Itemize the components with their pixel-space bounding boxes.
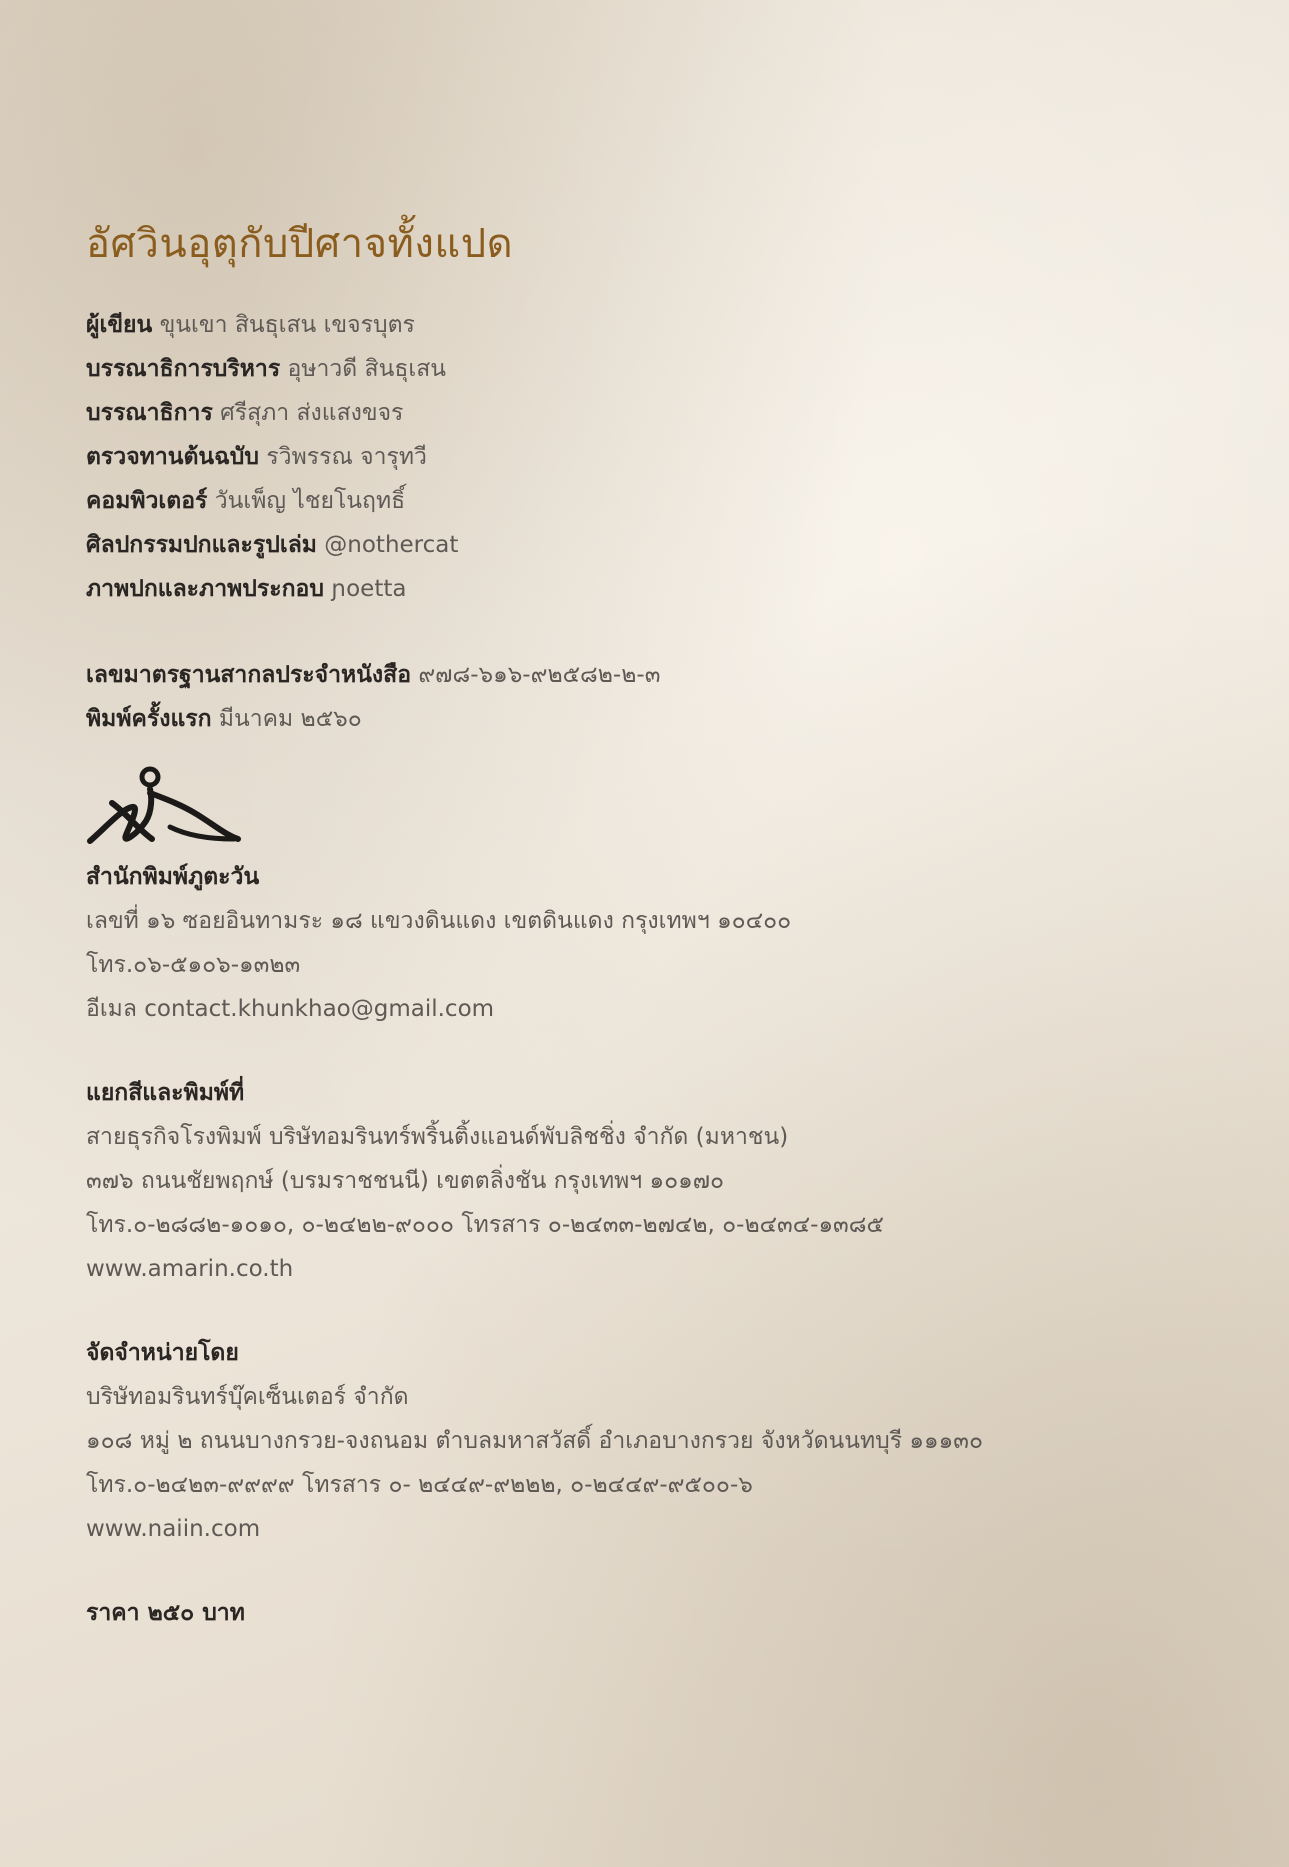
credit-value: ศรีสุภา ส่งแสงขจร [220, 400, 404, 426]
credit-label: ภาพปกและภาพประกอบ [86, 576, 324, 602]
printer-website: www.amarin.co.th [86, 1256, 294, 1282]
credit-proofreader [86, 435, 1236, 479]
publisher-email: อีเมล contact.khunkhao@gmail.com [86, 996, 495, 1022]
credit-author [86, 303, 1236, 347]
isbn-label: เลขมาตรฐานสากลประจำหนังสือ [86, 662, 412, 688]
price: ราคา ๒๕๐ บาท [86, 1600, 245, 1626]
printer-address: ๓๗๖ ถนนชัยพฤกษ์ (บรมราชชนนี) เขตตลิ่งชัน กรุงเทพฯ ๑๐๑๗๐ [86, 1168, 725, 1194]
publisher-logo [86, 763, 242, 855]
publisher-address: เลขที่ ๑๖ ซอยอินทามระ ๑๘ แขวงดินแดง เขตดินแดง กรุงเทพฯ ๑๐๔๐๐ [86, 908, 792, 934]
credit-value: ขุนเขา สินธุเสน เขจรบุตร [159, 312, 415, 338]
publisher-phone: โทร.๐๖-๕๑๐๖-๑๓๒๓ [86, 952, 301, 978]
credit-value: รวิพรรณ จารุทวี [266, 444, 427, 470]
credit-value: ɲoetta [331, 576, 407, 602]
spacer [86, 1291, 1236, 1331]
printer-heading: แยกสีและพิมพ์ที่ [86, 1080, 245, 1106]
first-print-label: พิมพ์ครั้งแรก [86, 706, 212, 732]
distributor-heading: จัดจำหน่ายโดย [86, 1340, 239, 1366]
credit-label: บรรณาธิการ [86, 400, 213, 426]
credit-art-design [86, 523, 1236, 567]
printer-company: สายธุรกิจโรงพิมพ์ บริษัทอมรินทร์พริ้นติ้งแอนด์พับลิชชิ่ง จำกัด (มหาชน) [86, 1124, 789, 1150]
distributor-phone: โทร.๐-๒๔๒๓-๙๙๙๙ โทรสาร ๐- ๒๔๔๙-๙๒๒๒, ๐-๒๔๔๙-๙๕๐๐-๖ [86, 1472, 753, 1498]
distributor-company: บริษัทอมรินทร์บุ๊คเซ็นเตอร์ จำกัด [86, 1384, 409, 1410]
distributor-website: www.naiin.com [86, 1516, 261, 1542]
printer-phone: โทร.๐-๒๘๘๒-๑๐๑๐, ๐-๒๔๒๒-๙๐๐๐ โทรสาร ๐-๒๔๓๓-๒๗๔๒, ๐-๒๔๓๔-๑๓๘๕ [86, 1212, 884, 1238]
credit-value: วันเพ็ญ ไชยโนฤทธิ์ [214, 488, 406, 514]
credit-computer [86, 479, 1236, 523]
credit-editor [86, 391, 1236, 435]
distributor-address: ๑๐๘ หมู่ ๒ ถนนบางกรวย-จงถนอม ตำบลมหาสวัสดิ์ อำเภอบางกรวย จังหวัดนนทบุรี ๑๑๑๓๐ [86, 1428, 983, 1454]
spacer [86, 1031, 1236, 1071]
credit-label: คอมพิวเตอร์ [86, 488, 208, 514]
publisher-name: สำนักพิมพ์ภูตะวัน [86, 864, 260, 890]
imprint-page [86, 215, 1236, 1635]
credit-label: ศิลปกรรมปกและรูปเล่ม [86, 532, 317, 558]
credit-label: ผู้เขียน [86, 312, 153, 338]
credit-illustrator [86, 567, 1236, 611]
credit-value: อุษาวดี สินธุเสน [287, 356, 446, 382]
book-title: อัศวินอุตุกับปีศาจทั้งแปด [86, 221, 514, 267]
isbn-value: ๙๗๘-๖๑๖-๙๒๕๘๒-๒-๓ [418, 662, 661, 688]
first-print-line [86, 697, 1236, 741]
credit-value: @nothercat [324, 532, 459, 558]
credit-label: ตรวจทานต้นฉบับ [86, 444, 260, 470]
credit-executive-editor [86, 347, 1236, 391]
first-print-value: มีนาคม ๒๕๖๐ [218, 706, 362, 732]
isbn-line [86, 653, 1236, 697]
credits-list [86, 303, 1236, 611]
credit-label: บรรณาธิการบริหาร [86, 356, 281, 382]
spacer [86, 611, 1236, 653]
spacer [86, 1551, 1236, 1591]
